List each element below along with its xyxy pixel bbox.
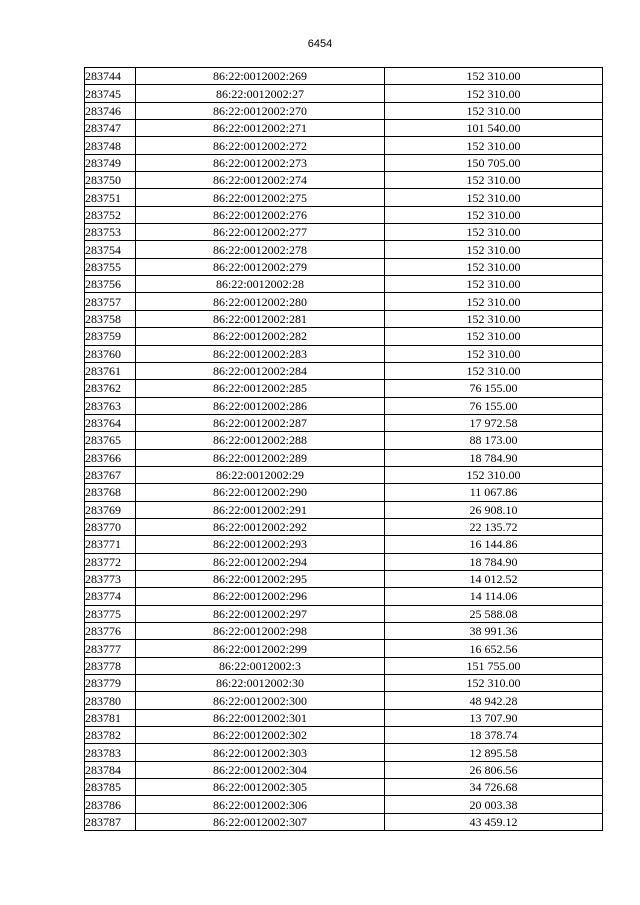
cadastral-number-cell: 86:22:0012002:284 bbox=[136, 362, 385, 379]
value-cell: 152 310.00 bbox=[385, 310, 603, 327]
record-number-cell: 283761 bbox=[85, 362, 136, 379]
value-cell: 25 588.08 bbox=[385, 605, 603, 622]
table-row bbox=[85, 709, 603, 726]
cadastral-number-cell: 86:22:0012002:288 bbox=[136, 432, 385, 449]
table-row bbox=[85, 813, 603, 830]
record-number-cell: 283776 bbox=[85, 623, 136, 640]
table-row bbox=[85, 466, 603, 483]
value-cell: 76 155.00 bbox=[385, 397, 603, 414]
table-row bbox=[85, 102, 603, 119]
value-cell: 76 155.00 bbox=[385, 380, 603, 397]
table-row bbox=[85, 657, 603, 674]
record-number-cell: 283765 bbox=[85, 432, 136, 449]
record-number-cell: 283763 bbox=[85, 397, 136, 414]
cadastral-number-cell: 86:22:0012002:294 bbox=[136, 553, 385, 570]
table-row bbox=[85, 640, 603, 657]
value-cell: 152 310.00 bbox=[385, 362, 603, 379]
table-row bbox=[85, 137, 603, 154]
table-row bbox=[85, 449, 603, 466]
cadastral-number-cell: 86:22:0012002:300 bbox=[136, 692, 385, 709]
record-number-cell: 283779 bbox=[85, 675, 136, 692]
cadastral-number-cell: 86:22:0012002:305 bbox=[136, 779, 385, 796]
table-row bbox=[85, 414, 603, 431]
value-cell: 11 067.86 bbox=[385, 484, 603, 501]
record-number-cell: 283757 bbox=[85, 293, 136, 310]
cadastral-number-cell: 86:22:0012002:293 bbox=[136, 536, 385, 553]
table-row bbox=[85, 518, 603, 535]
value-cell: 38 991.36 bbox=[385, 623, 603, 640]
table-row bbox=[85, 120, 603, 137]
value-cell: 152 310.00 bbox=[385, 189, 603, 206]
cadastral-number-cell: 86:22:0012002:307 bbox=[136, 813, 385, 830]
cadastral-number-cell: 86:22:0012002:303 bbox=[136, 744, 385, 761]
table-row bbox=[85, 484, 603, 501]
record-number-cell: 283746 bbox=[85, 102, 136, 119]
cadastral-number-cell: 86:22:0012002:3 bbox=[136, 657, 385, 674]
table-row bbox=[85, 588, 603, 605]
record-number-cell: 283754 bbox=[85, 241, 136, 258]
table-row bbox=[85, 536, 603, 553]
cadastral-number-cell: 86:22:0012002:283 bbox=[136, 345, 385, 362]
record-number-cell: 283751 bbox=[85, 189, 136, 206]
value-cell: 26 806.56 bbox=[385, 761, 603, 778]
table-row bbox=[85, 293, 603, 310]
cadastral-number-cell: 86:22:0012002:27 bbox=[136, 85, 385, 102]
cadastral-number-cell: 86:22:0012002:286 bbox=[136, 397, 385, 414]
cadastral-number-cell: 86:22:0012002:290 bbox=[136, 484, 385, 501]
table-row bbox=[85, 224, 603, 241]
value-cell: 152 310.00 bbox=[385, 85, 603, 102]
table-row bbox=[85, 692, 603, 709]
value-cell: 14 012.52 bbox=[385, 570, 603, 587]
table-row bbox=[85, 727, 603, 744]
record-number-cell: 283774 bbox=[85, 588, 136, 605]
value-cell: 152 310.00 bbox=[385, 206, 603, 223]
cadastral-number-cell: 86:22:0012002:291 bbox=[136, 501, 385, 518]
value-cell: 151 755.00 bbox=[385, 657, 603, 674]
value-cell: 152 310.00 bbox=[385, 224, 603, 241]
record-number-cell: 283775 bbox=[85, 605, 136, 622]
record-number-cell: 283787 bbox=[85, 813, 136, 830]
value-cell: 18 784.90 bbox=[385, 553, 603, 570]
table-row bbox=[85, 432, 603, 449]
value-cell: 34 726.68 bbox=[385, 779, 603, 796]
cadastral-number-cell: 86:22:0012002:289 bbox=[136, 449, 385, 466]
value-cell: 152 310.00 bbox=[385, 345, 603, 362]
value-cell: 152 310.00 bbox=[385, 172, 603, 189]
cadastral-number-cell: 86:22:0012002:301 bbox=[136, 709, 385, 726]
value-cell: 17 972.58 bbox=[385, 414, 603, 431]
value-cell: 13 707.90 bbox=[385, 709, 603, 726]
value-cell: 152 310.00 bbox=[385, 328, 603, 345]
record-number-cell: 283744 bbox=[85, 68, 136, 85]
cadastral-number-cell: 86:22:0012002:282 bbox=[136, 328, 385, 345]
value-cell: 18 784.90 bbox=[385, 449, 603, 466]
table-row bbox=[85, 189, 603, 206]
table-row bbox=[85, 605, 603, 622]
value-cell: 152 310.00 bbox=[385, 258, 603, 275]
cadastral-number-cell: 86:22:0012002:302 bbox=[136, 727, 385, 744]
cadastral-number-cell: 86:22:0012002:292 bbox=[136, 518, 385, 535]
cadastral-number-cell: 86:22:0012002:306 bbox=[136, 796, 385, 813]
record-number-cell: 283786 bbox=[85, 796, 136, 813]
record-number-cell: 283758 bbox=[85, 310, 136, 327]
cadastral-number-cell: 86:22:0012002:278 bbox=[136, 241, 385, 258]
record-number-cell: 283752 bbox=[85, 206, 136, 223]
value-cell: 14 114.06 bbox=[385, 588, 603, 605]
value-cell: 152 310.00 bbox=[385, 276, 603, 293]
record-number-cell: 283785 bbox=[85, 779, 136, 796]
value-cell: 16 652.56 bbox=[385, 640, 603, 657]
cadastral-number-cell: 86:22:0012002:304 bbox=[136, 761, 385, 778]
value-cell: 18 378.74 bbox=[385, 727, 603, 744]
table-row bbox=[85, 570, 603, 587]
record-number-cell: 283749 bbox=[85, 154, 136, 171]
cadastral-number-cell: 86:22:0012002:275 bbox=[136, 189, 385, 206]
value-cell: 150 705.00 bbox=[385, 154, 603, 171]
cadastral-number-cell: 86:22:0012002:277 bbox=[136, 224, 385, 241]
table-row bbox=[85, 761, 603, 778]
record-number-cell: 283750 bbox=[85, 172, 136, 189]
cadastral-number-cell: 86:22:0012002:280 bbox=[136, 293, 385, 310]
record-number-cell: 283771 bbox=[85, 536, 136, 553]
cadastral-number-cell: 86:22:0012002:298 bbox=[136, 623, 385, 640]
record-number-cell: 283773 bbox=[85, 570, 136, 587]
value-cell: 101 540.00 bbox=[385, 120, 603, 137]
record-number-cell: 283766 bbox=[85, 449, 136, 466]
record-number-cell: 283745 bbox=[85, 85, 136, 102]
record-number-cell: 283759 bbox=[85, 328, 136, 345]
table-row bbox=[85, 154, 603, 171]
cadastral-number-cell: 86:22:0012002:276 bbox=[136, 206, 385, 223]
table-row bbox=[85, 310, 603, 327]
cadastral-number-cell: 86:22:0012002:299 bbox=[136, 640, 385, 657]
table-row bbox=[85, 501, 603, 518]
cadastral-number-cell: 86:22:0012002:274 bbox=[136, 172, 385, 189]
value-cell: 152 310.00 bbox=[385, 137, 603, 154]
value-cell: 22 135.72 bbox=[385, 518, 603, 535]
cadastral-number-cell: 86:22:0012002:271 bbox=[136, 120, 385, 137]
value-cell: 16 144.86 bbox=[385, 536, 603, 553]
value-cell: 12 895.58 bbox=[385, 744, 603, 761]
table-row bbox=[85, 397, 603, 414]
cadastral-number-cell: 86:22:0012002:269 bbox=[136, 68, 385, 85]
value-cell: 152 310.00 bbox=[385, 68, 603, 85]
record-number-cell: 283780 bbox=[85, 692, 136, 709]
registry-table-body bbox=[85, 68, 603, 831]
record-number-cell: 283753 bbox=[85, 224, 136, 241]
table-row bbox=[85, 380, 603, 397]
table-row bbox=[85, 241, 603, 258]
record-number-cell: 283767 bbox=[85, 466, 136, 483]
value-cell: 88 173.00 bbox=[385, 432, 603, 449]
record-number-cell: 283760 bbox=[85, 345, 136, 362]
table-row bbox=[85, 553, 603, 570]
record-number-cell: 283770 bbox=[85, 518, 136, 535]
value-cell: 152 310.00 bbox=[385, 241, 603, 258]
value-cell: 152 310.00 bbox=[385, 675, 603, 692]
value-cell: 26 908.10 bbox=[385, 501, 603, 518]
table-row bbox=[85, 328, 603, 345]
record-number-cell: 283756 bbox=[85, 276, 136, 293]
cadastral-number-cell: 86:22:0012002:279 bbox=[136, 258, 385, 275]
value-cell: 152 310.00 bbox=[385, 466, 603, 483]
table-row bbox=[85, 68, 603, 85]
value-cell: 152 310.00 bbox=[385, 102, 603, 119]
value-cell: 152 310.00 bbox=[385, 293, 603, 310]
cadastral-number-cell: 86:22:0012002:28 bbox=[136, 276, 385, 293]
record-number-cell: 283783 bbox=[85, 744, 136, 761]
record-number-cell: 283784 bbox=[85, 761, 136, 778]
table-row bbox=[85, 345, 603, 362]
table-row bbox=[85, 744, 603, 761]
record-number-cell: 283747 bbox=[85, 120, 136, 137]
cadastral-number-cell: 86:22:0012002:287 bbox=[136, 414, 385, 431]
cadastral-number-cell: 86:22:0012002:30 bbox=[136, 675, 385, 692]
cadastral-number-cell: 86:22:0012002:29 bbox=[136, 466, 385, 483]
record-number-cell: 283777 bbox=[85, 640, 136, 657]
cadastral-number-cell: 86:22:0012002:272 bbox=[136, 137, 385, 154]
cadastral-number-cell: 86:22:0012002:297 bbox=[136, 605, 385, 622]
record-number-cell: 283769 bbox=[85, 501, 136, 518]
value-cell: 48 942.28 bbox=[385, 692, 603, 709]
registry-table bbox=[84, 67, 603, 831]
record-number-cell: 283762 bbox=[85, 380, 136, 397]
cadastral-number-cell: 86:22:0012002:296 bbox=[136, 588, 385, 605]
record-number-cell: 283772 bbox=[85, 553, 136, 570]
cadastral-number-cell: 86:22:0012002:273 bbox=[136, 154, 385, 171]
table-row bbox=[85, 276, 603, 293]
table-row bbox=[85, 675, 603, 692]
table-row bbox=[85, 172, 603, 189]
table-row bbox=[85, 362, 603, 379]
cadastral-number-cell: 86:22:0012002:270 bbox=[136, 102, 385, 119]
record-number-cell: 283782 bbox=[85, 727, 136, 744]
cadastral-number-cell: 86:22:0012002:281 bbox=[136, 310, 385, 327]
cadastral-number-cell: 86:22:0012002:295 bbox=[136, 570, 385, 587]
table-row bbox=[85, 85, 603, 102]
table-row bbox=[85, 258, 603, 275]
table-row bbox=[85, 779, 603, 796]
record-number-cell: 283781 bbox=[85, 709, 136, 726]
record-number-cell: 283764 bbox=[85, 414, 136, 431]
value-cell: 20 003.38 bbox=[385, 796, 603, 813]
table-row bbox=[85, 623, 603, 640]
value-cell: 43 459.12 bbox=[385, 813, 603, 830]
table-row bbox=[85, 796, 603, 813]
record-number-cell: 283768 bbox=[85, 484, 136, 501]
record-number-cell: 283755 bbox=[85, 258, 136, 275]
page-number: 6454 bbox=[307, 38, 333, 50]
cadastral-number-cell: 86:22:0012002:285 bbox=[136, 380, 385, 397]
record-number-cell: 283748 bbox=[85, 137, 136, 154]
table-row bbox=[85, 206, 603, 223]
record-number-cell: 283778 bbox=[85, 657, 136, 674]
